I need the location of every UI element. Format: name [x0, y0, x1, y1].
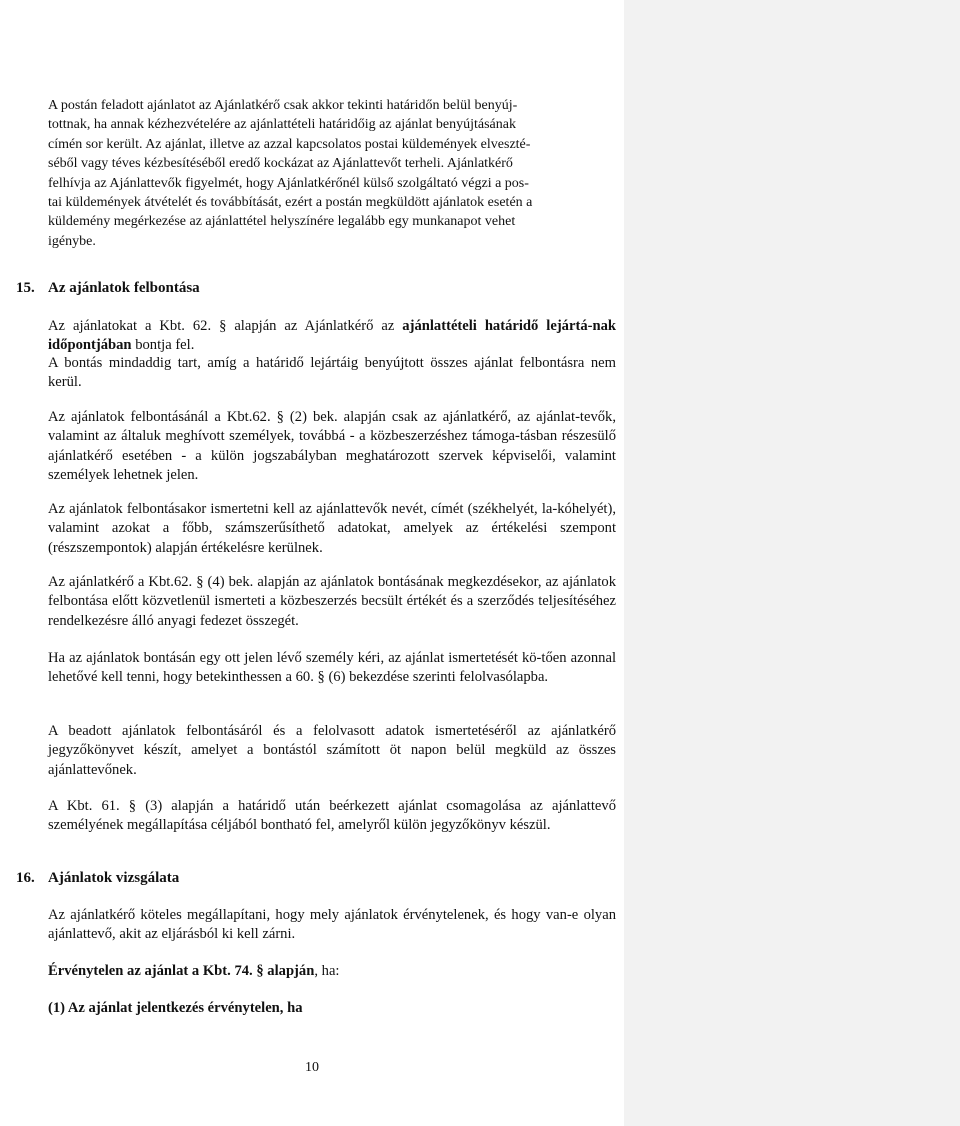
opening-time-paragraph: Az ajánlatokat a Kbt. 62. § alapján az Ajánlatkérő az ajánlattételi határidő lejártá-nak időpontjában bontja fel. [48, 318, 617, 354]
text-line: tai küldemények átvételét és továbbítását, ezért a postán megküldött ajánlatok esetén a [48, 195, 533, 211]
text-line: tottnak, ha annak kézhezvételére az ajánlattételi határidőig az ajánlat benyújtásának [48, 117, 516, 133]
attendees-paragraph: Az ajánlatok felbontásánál a Kbt.62. § (2) bek. alapján csak az ajánlatkérő, az ajánlat-tevők, valamint az általuk meghívott személyek, továbbá - a közbeszerzéshez támoga-tásban részesülő ajánlatkérő esetében - a külön jogszabályban meghatározott szervek képviselői, valamint személyek lehetnek jelen. [48, 409, 616, 484]
disclosed-data-paragraph: Az ajánlatok felbontásakor ismertetni kell az ajánlattevők nevét, címét (székhelyét, la-kóhelyét), valamint azokat a főbb, számszerűsíthető adatokat, amelyek az értékelési szempont (részszempontok) alapján értékelésre kerülnek. [48, 501, 616, 556]
section-16-heading [16, 870, 179, 887]
section-title: Ajánlatok vizsgálata [48, 870, 180, 886]
text-line: A postán feladott ajánlatot az Ajánlatkérő csak akkor tekinti határidőn belül benyúj- [48, 98, 518, 113]
late-offer-paragraph: A Kbt. 61. § (3) alapján a határidő után beérkezett ajánlat csomagolása az ajánlattevő személyének megállapítása céljából bontható fel, amelyről külön jegyzőkönyv készül. [48, 798, 616, 834]
text-line: séből vagy téves kézbesítéséből eredő kockázat az Ajánlattevőt terheli. Ajánlatkérő [48, 156, 513, 172]
section-number: 15. [16, 280, 35, 296]
examination-paragraph: Az ajánlatkérő köteles megállapítani, hogy mely ajánlatok érvénytelenek, és hogy van-e olyan ajánlattevő, akit az eljárásból ki kell zárni. [48, 907, 616, 943]
margin-panel [624, 0, 960, 1126]
opening-duration-paragraph: A bontás mindaddig tart, amíg a határidő lejártáig benyújtott összes ajánlat felbontásra nem kerül. [48, 355, 616, 391]
page-number: 10 [305, 1060, 319, 1075]
postal-submission-paragraph [48, 96, 616, 251]
text-line: küldemény megérkezése az ajánlattétel helyszínére legalább egy munkanapot vehet [48, 214, 516, 230]
section-number: 16. [16, 870, 35, 886]
invalidity-item-1: (1) Az ajánlat jelentkezés érvénytelen, ha [48, 1000, 303, 1016]
section-15-heading [16, 280, 200, 297]
estimated-value-paragraph: Az ajánlatkérő a Kbt.62. § (4) bek. alapján az ajánlatok bontásának megkezdésekor, az ajánlatok felbontása előtt közvetlenül ismerteti a közbeszerzés becsült értékét és a szerződés teljesítéséhez rendelkezésre álló anyagi fedezet összegét. [48, 574, 616, 629]
text-line: felhívja az Ajánlattevők figyelmét, hogy Ajánlatkérőnél külső szolgáltató végzi a pos- [48, 175, 529, 191]
invalidity-intro: Érvénytelen az ajánlat a Kbt. 74. § alapján, ha: [48, 963, 340, 979]
section-title: Az ajánlatok felbontása [48, 280, 200, 296]
reading-sheet-paragraph: Ha az ajánlatok bontásán egy ott jelen lévő személy kéri, az ajánlat ismertetését kö-tően azonnal lehetővé kell tenni, hogy betekinthessen a 60. § (6) bekezdése szerinti felolvasólapba. [48, 650, 616, 686]
text-line: igénybe. [48, 233, 96, 249]
minutes-paragraph: A beadott ajánlatok felbontásáról és a felolvasott adatok ismertetéséről az ajánlatkérő jegyzőkönyvet készít, amelyet a bontástól számított öt napon belül megküld az összes ajánlattevőnek. [48, 723, 616, 778]
text-line: címén sor került. Az ajánlat, illetve az azzal kapcsolatos postai küldemények elveszté- [48, 136, 531, 152]
